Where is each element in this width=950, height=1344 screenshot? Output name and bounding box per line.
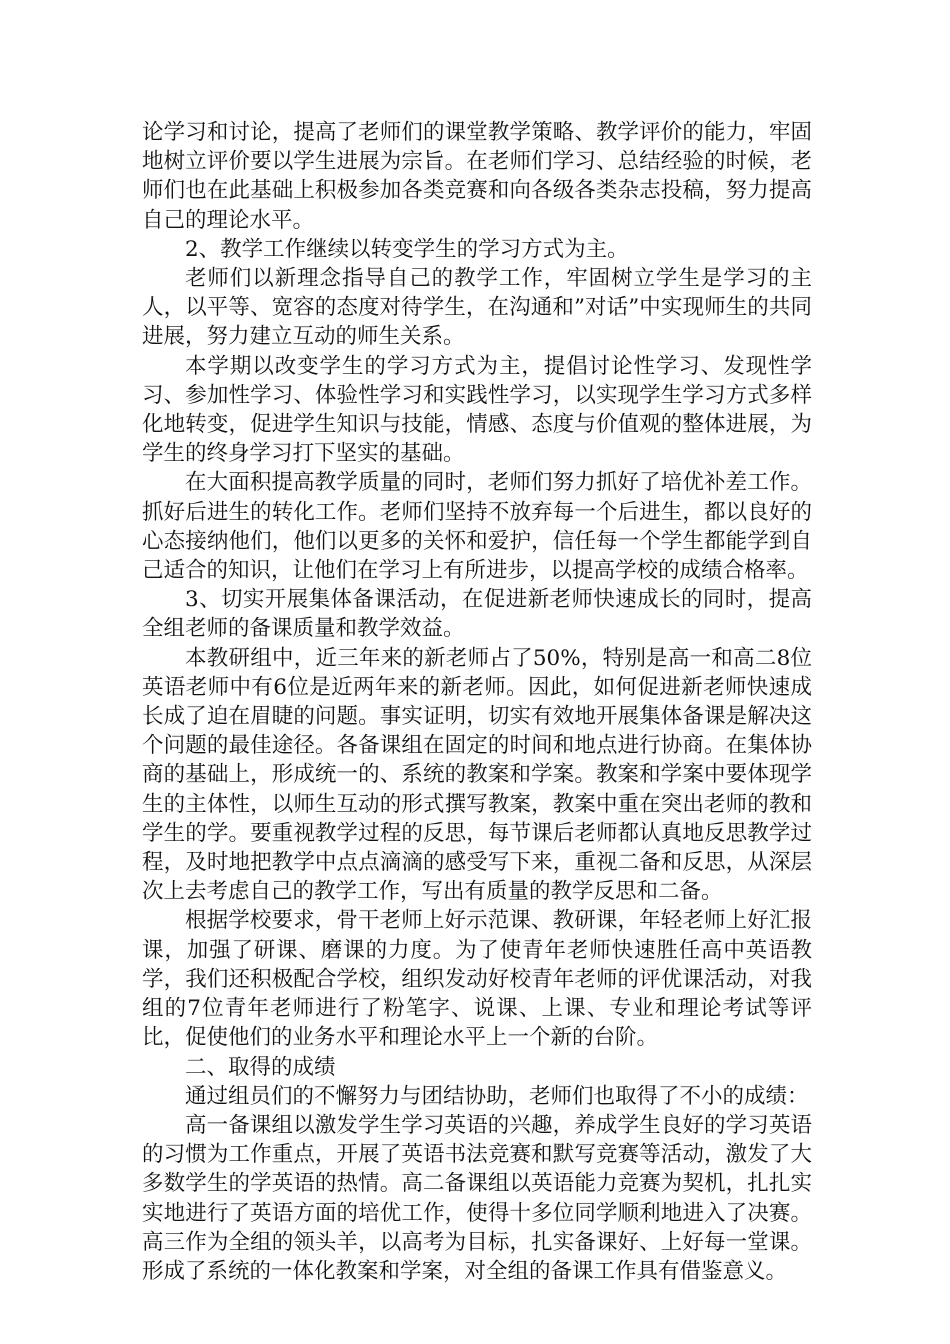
paragraph: 在大面积提高教学质量的同时，老师们努力抓好了培优补差工作。抓好后进生的转化工作。老师们坚持不放弃每一个后进生，都以良好的心态接纳他们，他们以更多的关怀和爱护，信任每一个学生都能学到自己适合的知识，让他们在学习上有所进步，以提高学校的成绩合格率。 [142, 470, 812, 584]
paragraph: 高一备课组以激发学生学习英语的兴趣，养成学生良好的学习英语的习惯为工作重点，开展了英语书法竞赛和默写竞赛等活动，激发了大多数学生的学英语的热情。高二备课组以英语能力竞赛为契机，扎扎实实地进行了英语方面的培优工作，使得十多位同学顺利地进入了决赛。高三作为全组的领头羊，以高考为目标，扎实备课好、上好每一堂课。形成了系统的一体化教案和学案，对全组的备课工作具有借鉴意义。 [142, 1112, 812, 1284]
paragraph: 本学期以改变学生的学习方式为主，提倡讨论性学习、发现性学习、参加性学习、体验性学习和实践性学习，以实现学生学习方式多样化地转变，促进学生知识与技能，情感、态度与价值观的整体进展，为学生的终身学习打下坚实的基础。 [142, 353, 812, 467]
section-heading-collective-lesson-prep: 3、切实开展集体备课活动，在促进新老师快速成长的同时，提高全组老师的备课质量和教学效益。 [142, 587, 812, 642]
document-body [142, 118, 812, 1286]
paragraph-continued: 论学习和讨论，提高了老师们的课堂教学策略、教学评价的能力，牢固地树立评价要以学生进展为宗旨。在老师们学习、总结经验的时候，老师们也在此基础上积极参加各类竞赛和向各级各类杂志投稿，努力提高自己的理论水平。 [142, 120, 812, 233]
paragraph: 根据学校要求，骨干老师上好示范课、教研课，年轻老师上好汇报课，加强了研课、磨课的力度。为了使青年老师快速胜任高中英语教学，我们还积极配合学校，组织发动好校青年老师的评优课活动，对我组的7位青年老师进行了粉笔字、说课、上课、专业和理论考试等评比，促使他们的业务水平和理论水平上一个新的台阶。 [142, 908, 812, 1051]
section-heading-teaching-method: 2、教学工作继续以转变学生的学习方式为主。 [185, 236, 629, 262]
section-heading-achievements: 二、取得的成绩 [185, 1054, 336, 1080]
paragraph: 老师们以新理念指导自己的教学工作，牢固树立学生是学习的主人，以平等、宽容的态度对待学生，在沟通和”对话”中实现师生的共同进展，努力建立互动的师生关系。 [142, 266, 812, 350]
paragraph: 本教研组中，近三年来的新老师占了50%，特别是高一和高二8位英语老师中有6位是近两年来的新老师。因此，如何促进新老师快速成长成了迫在眉睫的问题。事实证明，切实有效地开展集体备课是解决这个问题的最佳途径。各备课组在固定的时间和地点进行协商。在集体协商的基础上，形成统一的、系统的教案和学案。教案和学案中要体现学生的主体性，以师生互动的形式撰写教案，教案中重在突出老师的教和学生的学。要重视教学过程的反思，每节课后老师都认真地反思教学过程，及时地把教学中点点滴滴的感受写下来，重视二备和反思，从深层次上去考虑自己的教学工作，写出有质量的教学反思和二备。 [142, 645, 812, 905]
paragraph: 通过组员们的不懈努力与团结协助，老师们也取得了不小的成绩： [185, 1083, 809, 1109]
